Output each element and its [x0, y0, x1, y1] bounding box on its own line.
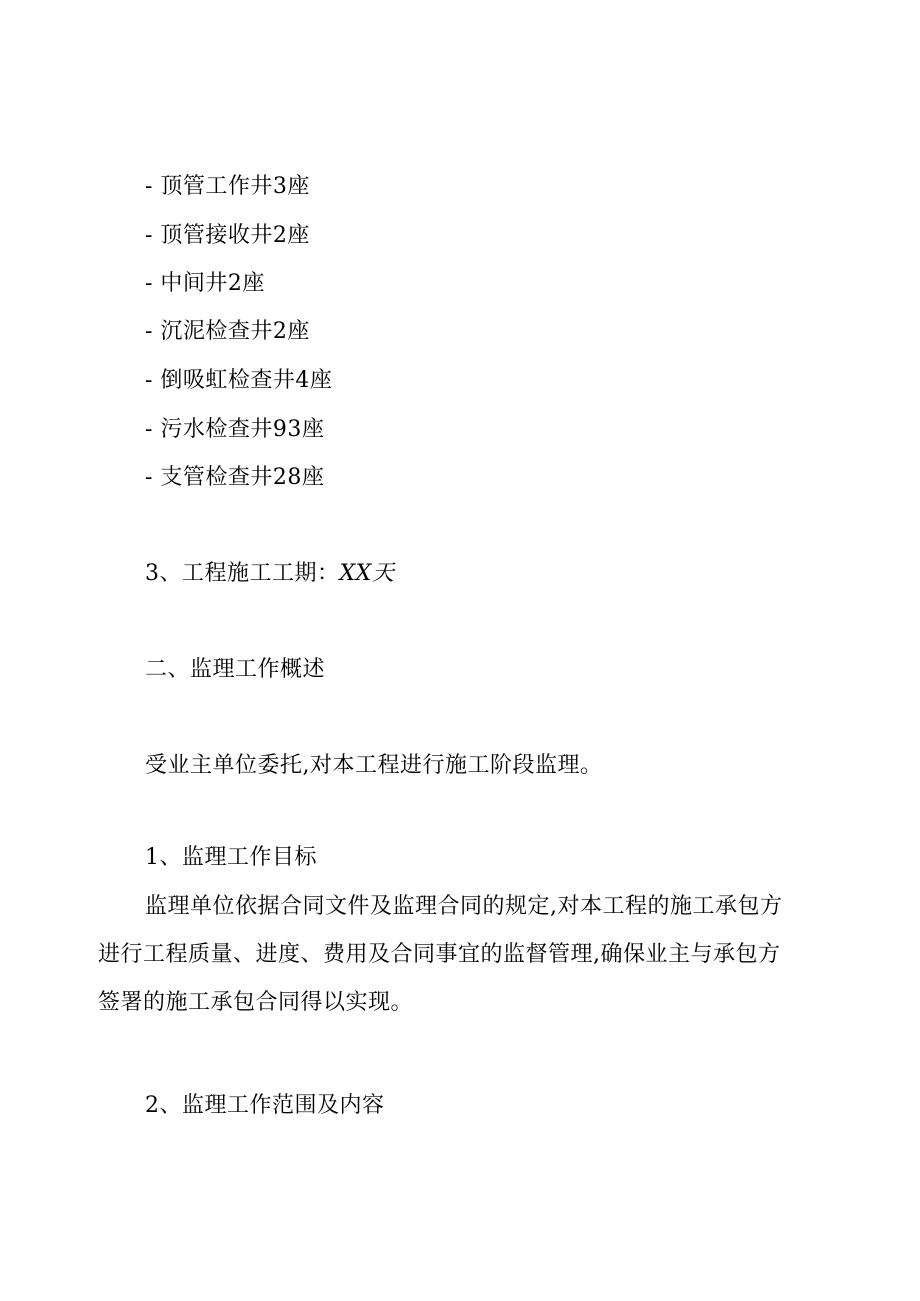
list-item: - 倒吸虹检查井4座	[145, 368, 333, 393]
intro-paragraph: 受业主单位委托,对本工程进行施工阶段监理。	[145, 753, 603, 778]
duration-label: 3、工程施工工期：	[145, 561, 340, 586]
list-item: - 顶管接收井2座	[145, 223, 310, 248]
paragraph-line: 签署的施工承包合同得以实现。	[98, 990, 414, 1015]
list-item: - 污水检查井93座	[145, 417, 325, 442]
list-item: - 沉泥检查井2座	[145, 319, 310, 344]
list-item: - 顶管工作井3座	[145, 174, 310, 199]
list-item: - 支管检查井28座	[145, 465, 325, 490]
subsection-heading-objectives: 1、监理工作目标	[145, 845, 317, 870]
paragraph-line: 进行工程质量、进度、费用及合同事宜的监督管理,确保业主与承包方	[98, 942, 781, 967]
subsection-heading-scope: 2、监理工作范围及内容	[145, 1093, 385, 1118]
duration-value: XX天	[339, 561, 395, 586]
construction-duration	[145, 559, 394, 589]
section-heading: 二、监理工作概述	[145, 657, 326, 682]
list-item: - 中间井2座	[145, 271, 265, 296]
paragraph-line: 监理单位依据合同文件及监理合同的规定,对本工程的施工承包方	[145, 894, 783, 919]
